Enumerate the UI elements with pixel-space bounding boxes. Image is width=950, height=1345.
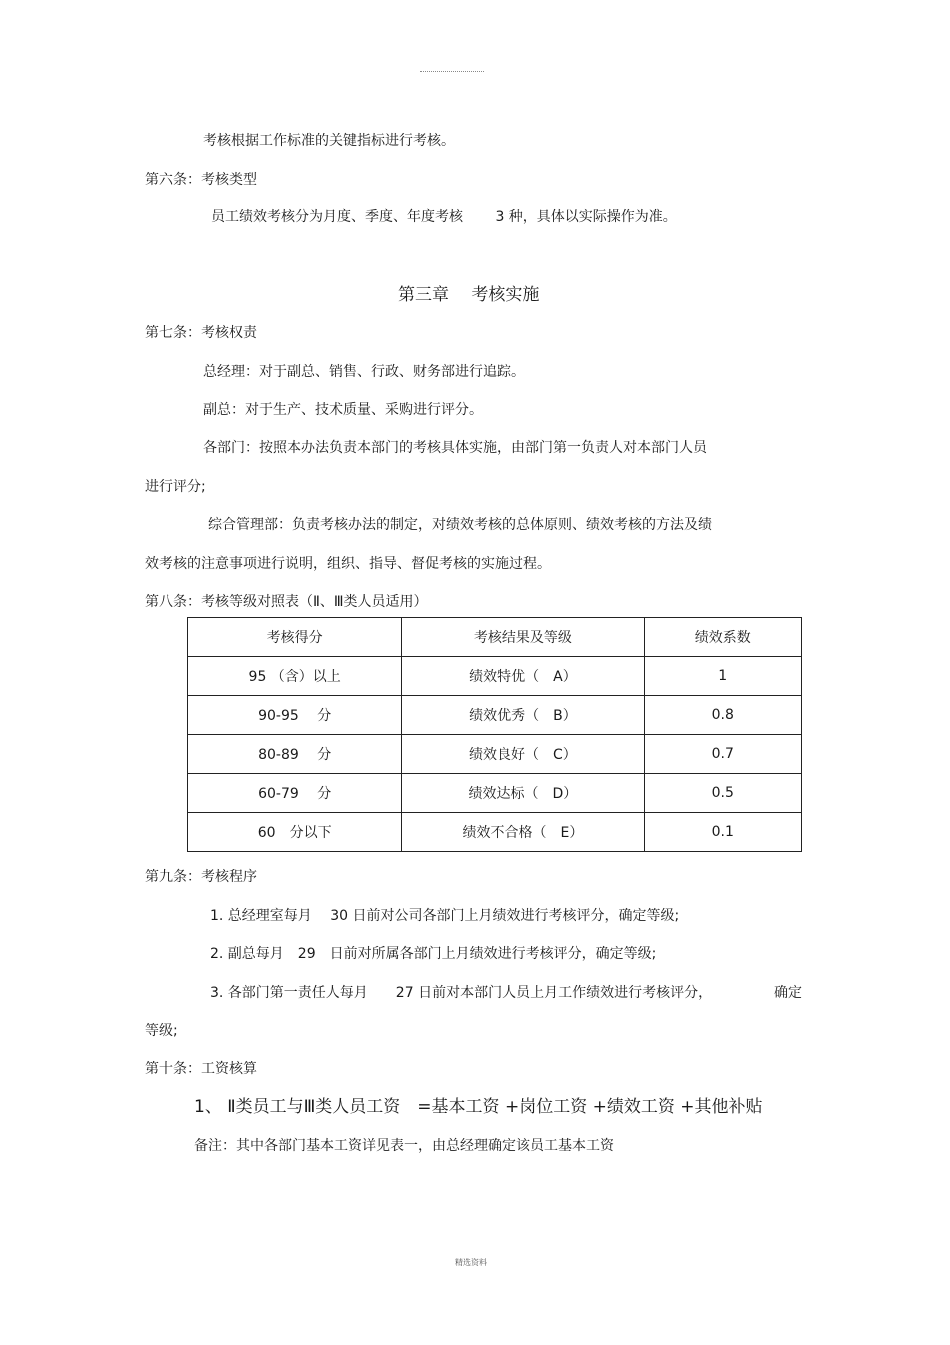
grade-cell: 绩效特优（ A） — [402, 657, 644, 696]
table-header-cell: 考核得分 — [188, 618, 402, 657]
table-row — [188, 657, 802, 696]
table-header-cell: 考核结果及等级 — [402, 618, 644, 657]
article-7-admin-line1: 综合管理部：负责考核办法的制定，对绩效考核的总体原则、绩效考核的方法及绩 — [208, 517, 712, 533]
score-cell: 60 分以下 — [188, 813, 402, 852]
article-9-item-3: 3. 各部门第一责任人每月 27 日前对本部门人员上月工作绩效进行考核评分， — [210, 985, 713, 1001]
page-footer: 精选资料 — [455, 1258, 487, 1267]
salary-formula: 1、 Ⅱ类员工与Ⅲ类人员工资 =基本工资 +岗位工资 +绩效工资 +其他补贴 — [194, 1097, 763, 1117]
para-criteria: 考核根据工作标准的关键指标进行考核。 — [203, 133, 455, 149]
article-10-title: 第十条：工资核算 — [145, 1061, 257, 1077]
article-9-item-3-cont: 等级; — [145, 1023, 178, 1039]
table-header-row — [188, 618, 802, 657]
article-9-item-2: 2. 副总每月 29 日前对所属各部门上月绩效进行考核评分，确定等级; — [210, 946, 657, 962]
table-row — [188, 696, 802, 735]
article-7-title: 第七条：考核权责 — [145, 325, 257, 341]
article-7-dept-line1: 各部门：按照本办法负责本部门的考核具体实施，由部门第一负责人对本部门人员 — [203, 440, 707, 456]
grade-cell: 绩效优秀（ B） — [402, 696, 644, 735]
article-9-title: 第九条：考核程序 — [145, 869, 257, 885]
article-7-admin-line2: 效考核的注意事项进行说明，组织、指导、督促考核的实施过程。 — [145, 556, 551, 572]
table-row — [188, 813, 802, 852]
chapter-3-heading: 第三章 考核实施 — [398, 285, 540, 305]
score-cell: 90-95 分 — [188, 696, 402, 735]
article-7-gm: 总经理：对于副总、销售、行政、财务部进行追踪。 — [203, 364, 525, 380]
coefficient-cell: 0.5 — [644, 774, 802, 813]
header-rule — [420, 71, 484, 72]
article-9-item-3-end: 确定 — [774, 985, 802, 1001]
table-row — [188, 774, 802, 813]
grade-cell: 绩效不合格（ E） — [402, 813, 644, 852]
article-7-vp: 副总：对于生产、技术质量、采购进行评分。 — [203, 402, 483, 418]
grade-cell: 绩效良好（ C） — [402, 735, 644, 774]
article-7-dept-line2: 进行评分; — [145, 479, 206, 495]
salary-note: 备注：其中各部门基本工资详见表一，由总经理确定该员工基本工资 — [194, 1138, 614, 1154]
table-row — [188, 735, 802, 774]
coefficient-cell: 0.7 — [644, 735, 802, 774]
article-9-item-1: 1. 总经理室每月 30 日前对公司各部门上月绩效进行考核评分，确定等级; — [210, 908, 680, 924]
article-6-title: 第六条：考核类型 — [145, 172, 257, 188]
article-6-body: 员工绩效考核分为月度、季度、年度考核 3 种，具体以实际操作为准。 — [211, 209, 677, 225]
article-8-title: 第八条：考核等级对照表（Ⅱ、Ⅲ类人员适用） — [145, 594, 428, 610]
coefficient-cell: 0.8 — [644, 696, 802, 735]
coefficient-cell: 1 — [644, 657, 802, 696]
coefficient-cell: 0.1 — [644, 813, 802, 852]
grade-cell: 绩效达标（ D） — [402, 774, 644, 813]
score-cell: 95 （含）以上 — [188, 657, 402, 696]
grade-table — [187, 617, 802, 852]
table-header-cell: 绩效系数 — [644, 618, 802, 657]
score-cell: 60-79 分 — [188, 774, 402, 813]
score-cell: 80-89 分 — [188, 735, 402, 774]
